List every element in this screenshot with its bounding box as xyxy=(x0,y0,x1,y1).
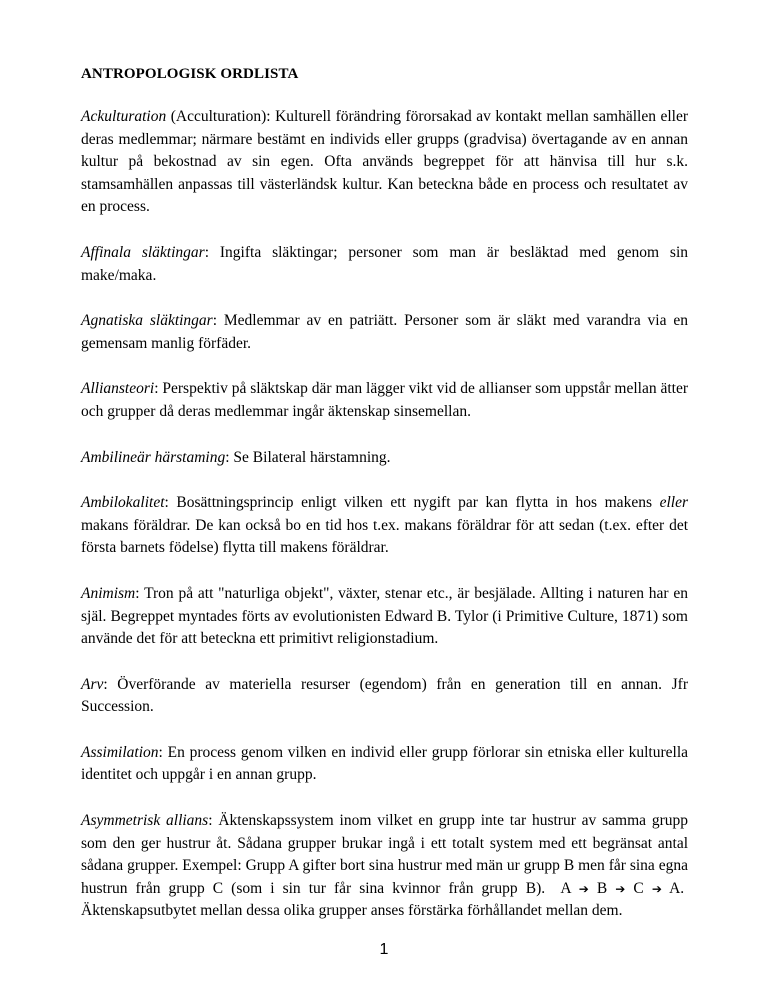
glossary-entry xyxy=(81,583,688,651)
entry-definition: : Perspektiv på släktskap där man lägger vikt vid de allianser som uppstår mellan ätter och grupper då deras medlemmar ingår äktenskap sinsemellan. xyxy=(81,380,688,420)
entry-definition: (Acculturation): Kulturell förändring förorsakad av kontakt mellan samhällen eller deras medlemmar; närmare bestämt en individs eller grupps (gradvisa) övertagande av en annan kultur på bekostnad av sin egen. Ofta används begreppet för att hänvisa till hur s.k. stamsamhällen anpassas till västerländsk kultur. Kan beteckna både en process och resultatet av en process. xyxy=(81,108,688,216)
arrow-right-icon: ➔ xyxy=(615,881,626,896)
entry-emphasis: eller xyxy=(659,494,688,512)
entry-definition: : Överförande av materiella resurser (egendom) från en generation till en annan. Jfr Succession. xyxy=(81,675,688,716)
glossary-entry xyxy=(81,447,688,470)
glossary-entry xyxy=(81,810,688,923)
page-number: 1 xyxy=(379,941,389,958)
chain-group-b: B xyxy=(596,879,608,897)
glossary-entry xyxy=(81,674,688,719)
chain-group-a: A xyxy=(560,879,571,897)
chain-group-c: C xyxy=(633,879,644,897)
entry-term: Agnatiska släktingar xyxy=(81,312,213,330)
entry-term: Alliansteori xyxy=(81,380,155,398)
entry-term: Arv xyxy=(81,675,104,693)
entry-term: Ambilokalitet xyxy=(81,494,165,512)
entry-definition-continued: Äktenskapsutbytet mellan dessa olika grupper anses förstärka förhållandet mellan dem. xyxy=(81,902,623,920)
glossary-entry xyxy=(81,378,688,423)
glossary-list xyxy=(81,106,688,946)
glossary-entry xyxy=(81,742,688,787)
glossary-entry xyxy=(81,492,688,560)
entry-term: Ambilineär härstaming xyxy=(81,448,226,466)
arrow-right-icon: ➔ xyxy=(578,881,589,896)
entry-term: Asymmetrisk allians xyxy=(81,812,209,830)
entry-definition: : Medlemmar av en patriätt. Personer som är släkt med varandra via en gemensam manlig förfäder. xyxy=(81,312,688,352)
entry-definition: : Se Bilateral härstamning. xyxy=(225,448,391,466)
entry-definition: : Äktenskapssystem inom vilket en grupp inte tar hustrur av samma grupp som den ger hustrur åt. Sådana grupper brukar ingå i ett totalt system med ett begränsat antal sådana grupper. Exempel: Grupp A gifter bort sina hustrur med män ur grupp B men får sina egna hustrun från grupp C (som i sin tur får sina kvinnor från grupp B). xyxy=(81,812,688,897)
entry-term: Affinala släktingar xyxy=(81,243,205,261)
chain-group-a-return: A. xyxy=(669,879,685,897)
entry-term: Ackulturation xyxy=(81,108,167,125)
entry-definition-continued: makans föräldrar. De kan också bo en tid hos t.ex. makans föräldrar för att sedan (t.ex. efter det första barnets födelse) flytta till makens föräldrar. xyxy=(81,516,688,557)
arrow-right-icon: ➔ xyxy=(651,881,662,896)
glossary-entry xyxy=(81,106,688,219)
document-title: ANTROPOLOGISK ORDLISTA xyxy=(81,66,299,82)
entry-definition: : Bosättningsprincip enligt vilken ett nygift par kan flytta in hos makens xyxy=(164,494,660,512)
glossary-entry xyxy=(81,242,688,287)
entry-term: Animism xyxy=(81,584,136,602)
entry-term: Assimilation xyxy=(81,743,159,761)
entry-definition: : Ingifta släktingar; personer som man är besläktad med genom sin make/maka. xyxy=(81,243,688,284)
entry-definition: : Tron på att "naturliga objekt", växter, stenar etc., är besjälade. Allting i naturen har en själ. Begreppet myntades förts av evolutionisten Edward B. Tylor (i Primitive Culture, 1871) som använde det för att beteckna ett primitivt religionstadium. xyxy=(81,584,688,648)
glossary-entry xyxy=(81,310,688,355)
entry-definition: : En process genom vilken en individ eller grupp förlorar sin etniska eller kulturella identitet och uppgår i en annan grupp. xyxy=(81,743,688,784)
